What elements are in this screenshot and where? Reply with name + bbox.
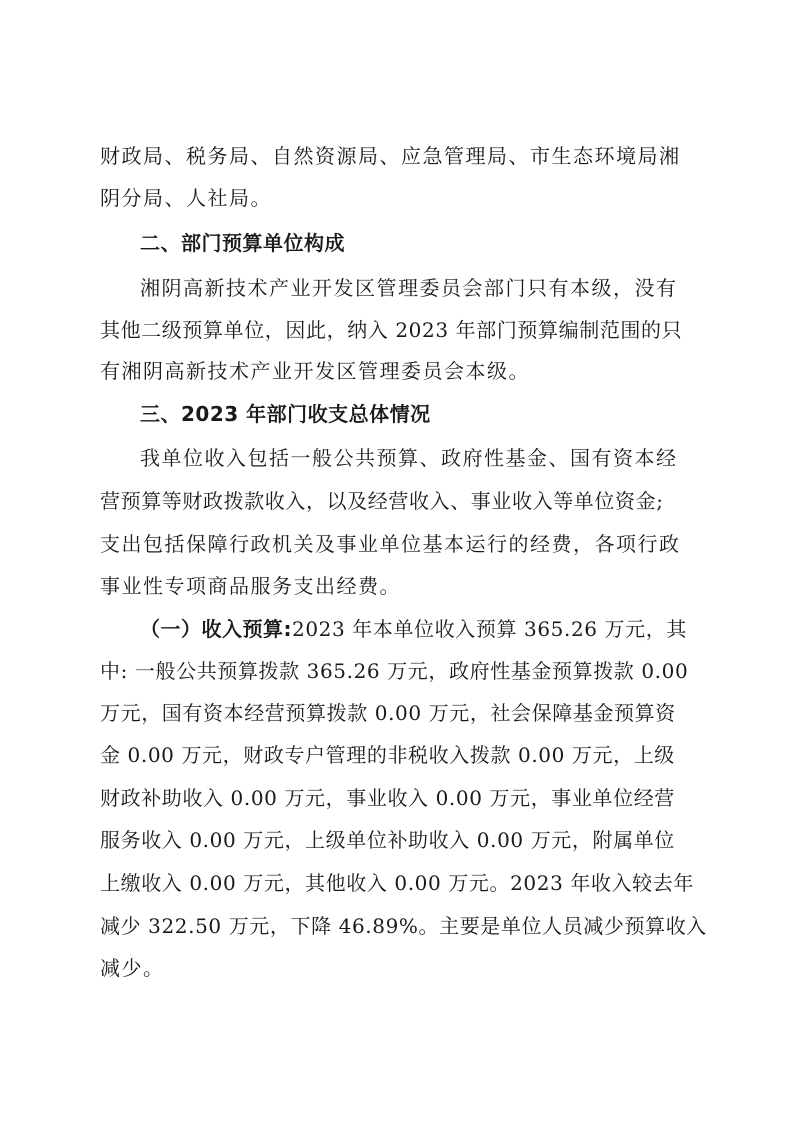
section-2-line-3: 有湘阴高新技术产业开发区管理委员会本级。 [100, 359, 530, 383]
section-3-heading: 三、2023 年部门收支总体情况 [140, 402, 431, 426]
section-2-line-2: 其他二级预算单位，因此，纳入 2023 年部门预算编制范围的只 [100, 318, 683, 342]
income-budget-line-6: 服务收入 0.00 万元，上级单位补助收入 0.00 万元，附属单位 [100, 828, 675, 852]
section-3-overview-line-2: 营预算等财政拨款收入，以及经营收入、事业收入等单位资金; [100, 489, 664, 513]
section-2-line-1: 湘阴高新技术产业开发区管理委员会部门只有本级，没有 [140, 276, 678, 300]
income-budget-line-3: 万元，国有资本经营预算拨款 0.00 万元，社会保障基金预算资 [100, 701, 676, 725]
section-3-overview-line-3: 支出包括保障行政机关及事业单位基本运行的经费，各项行政 [100, 532, 681, 556]
section-3-overview-line-4: 事业性专项商品服务支出经费。 [100, 574, 401, 598]
section-3-overview-line-1: 我单位收入包括一般公共预算、政府性基金、国有资本经 [140, 446, 678, 470]
section-2-heading: 二、部门预算单位构成 [140, 231, 345, 255]
income-budget-line-1 [140, 615, 687, 643]
income-budget-line-5: 财政补助收入 0.00 万元，事业收入 0.00 万元，事业单位经营 [100, 786, 675, 810]
income-budget-label: （一）收入预算: [140, 617, 292, 641]
income-budget-line-4: 金 0.00 万元，财政专户管理的非税收入拨款 0.00 万元，上级 [100, 743, 675, 767]
income-budget-line-2: 中: 一般公共预算拨款 365.26 万元，政府性基金预算拨款 0.00 [100, 659, 689, 683]
income-budget-line-8: 减少 322.50 万元，下降 46.89%。主要是单位人员减少预算收入 [100, 914, 707, 938]
income-budget-line-7: 上缴收入 0.00 万元，其他收入 0.00 万元。2023 年收入较去年 [100, 871, 694, 895]
org-list-line-2: 阴分局、人社局。 [100, 186, 272, 210]
income-budget-first-line-text: 2023 年本单位收入预算 365.26 万元，其 [292, 617, 687, 641]
org-list-line-1: 财政局、税务局、自然资源局、应急管理局、市生态环境局湘 [100, 144, 681, 168]
income-budget-line-9: 减少。 [100, 956, 165, 980]
